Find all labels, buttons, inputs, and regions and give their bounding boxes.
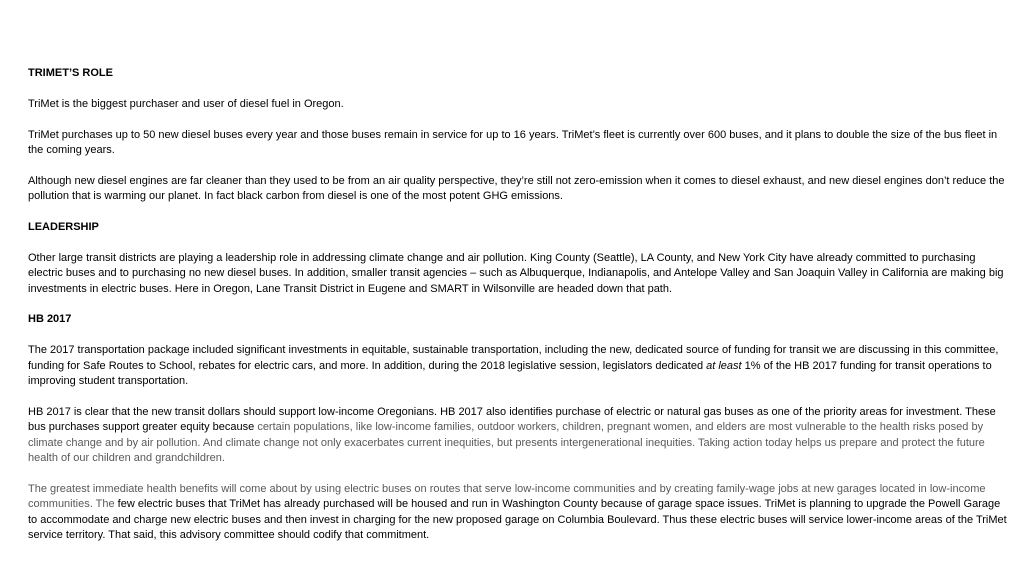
- paragraph-transportation-package: [28, 343, 1012, 389]
- package-text-end: 1% of the HB 2017 funding for transit operations to improving student transportation.: [28, 359, 992, 388]
- paragraph-equity: [28, 405, 1012, 467]
- heading-leadership: LEADERSHIP: [28, 221, 99, 233]
- health-text: few electric buses that TriMet has already purchased will be housed and run in Washington County because of garage space issues. TriMet is planning to upgrade the Powell Garage to accommodate and charge new electric buses and then invest in charging for the new proposed garage on Columbia Boulevard. Thus these electric buses will service lower-income areas of the TriMet service territory. That said, this advisory committee should codify that commitment.: [28, 498, 1007, 542]
- paragraph-diesel-engines: Although new diesel engines are far cleaner than they used to be from an air quality perspective, they’re still not zero-emission when it comes to diesel exhaust, and new diesel engines don’t reduce the pollution that is warming our planet. In fact black carbon from diesel is one of the most potent GHG emissions.: [28, 174, 1005, 203]
- package-text-start: The 2017 transportation package included significant investments in equitable, sustainable transportation, including the new, dedicated source of funding for transit we are discussing in this committee, funding for Safe Routes to School, rebates for electric cars, and more. In addition, during the 2018 legislative session, legislators dedicated: [28, 344, 999, 372]
- paragraph-health-benefits: [28, 482, 1012, 544]
- equity-text-grey: certain populations, like low-income families, outdoor workers, children, pregnant women, and elders are most vulnerable to the health risks posed by climate change and by air pollution. And climate change not only exacerbates current inequities, but presents intergenerational inequities. Taking action today helps us prepare and protect the future health of our children and grandchildren.: [28, 421, 985, 465]
- paragraph-transit-districts: Other large transit districts are playing a leadership role in addressing climate change and air pollution. King County (Seattle), LA County, and New York City have already committed to purchasing electric buses and to purchasing no new diesel buses. In addition, smaller transit agencies – such as Albuquerque, Indianapolis, and Antelope Valley and San Joaquin Valley in California are making big investments in electric buses. Here in Oregon, Lane Transit District in Eugene and SMART in Wilsonville are headed down that path.: [28, 251, 1004, 295]
- document-body: [28, 66, 1012, 559]
- heading-hb-2017: HB 2017: [28, 313, 72, 326]
- health-text-grey: The greatest immediate health benefits will come about by using electric buses on routes that serve low-income communities and by creating family-wage jobs at new garages located in low-income communities. The: [28, 482, 986, 511]
- paragraph-bus-purchases: TriMet purchases up to 50 new diesel buses every year and those buses remain in service for up to 16 years. TriMet’s fleet is currently over 600 buses, and it plans to double the size of the bus fleet in the coming years.: [28, 128, 998, 156]
- equity-text: HB 2017 is clear that the new transit dollars should support low-income Oregonians. HB 2017 also identifies purchase of electric or natural gas buses as one of the priority areas for investment. These bus purchases support greater equity because: [28, 405, 996, 434]
- paragraph-biggest-purchaser: TriMet is the biggest purchaser and user of diesel fuel in Oregon.: [28, 97, 344, 110]
- emphasis-at-least: at least: [706, 359, 742, 372]
- heading-trimet-role: TRIMET’S ROLE: [28, 67, 113, 79]
